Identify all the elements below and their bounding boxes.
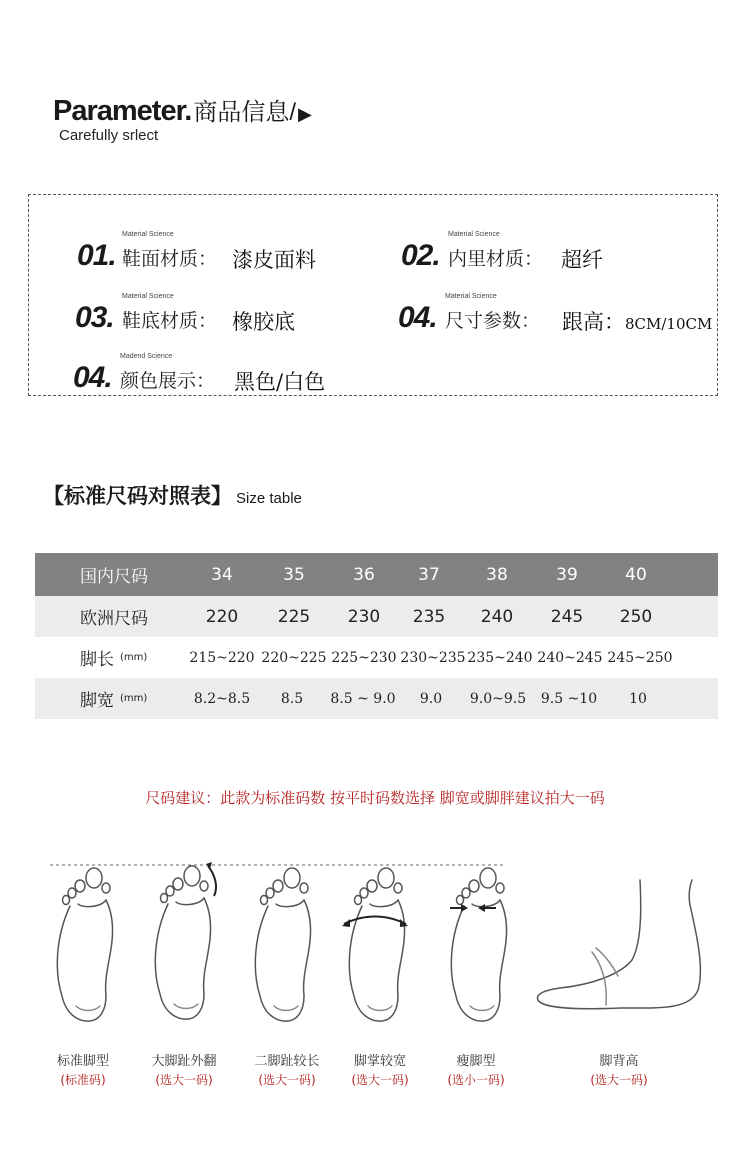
foot-advice: (选大一码): [351, 1073, 409, 1087]
param-tag: Material Science: [448, 231, 500, 238]
foot-type-illustrations: [0, 850, 750, 1150]
param-label: 鞋底材质：: [122, 310, 218, 332]
table-cell: 225: [277, 606, 311, 627]
table-cell: 8.5 ~ 9.0: [330, 690, 396, 707]
foot-long-second-toe-drawing: [255, 868, 310, 1021]
param-value: 超纤: [561, 248, 603, 272]
table-row: [35, 637, 718, 678]
foot-caption: 脚掌较宽: [353, 1054, 406, 1069]
table-cell: 8.5: [280, 690, 304, 707]
table-cell: 240~245: [537, 649, 603, 666]
table-cell: 245~250: [607, 649, 673, 666]
foot-drawings: [0, 850, 750, 1050]
title-cn: 商品信息/: [193, 99, 296, 126]
table-cell: 215~220: [189, 649, 255, 666]
param-tag: Material Science: [122, 293, 174, 300]
row-header: [35, 596, 185, 637]
table-row: [35, 553, 718, 596]
param-label: 鞋面材质：: [122, 248, 218, 270]
table-row: [35, 596, 718, 637]
table-cell: 36: [353, 564, 375, 585]
table-cell: 235~240: [467, 649, 533, 666]
row-label: 脚宽: [80, 691, 114, 711]
size-table-title: 【标准尺码对照表】: [43, 484, 232, 508]
heel-height: 8CM/10CM: [625, 315, 713, 333]
foot-caption: 大脚趾外翻: [151, 1054, 217, 1069]
table-cell: 8.2~8.5: [193, 690, 251, 707]
size-table-heading: [43, 480, 302, 510]
foot-caption: 脚背高: [599, 1054, 639, 1069]
table-cell: 9.0~9.5: [469, 690, 527, 707]
table-cell: 240: [480, 606, 514, 627]
foot-caption: 二脚趾较长: [254, 1054, 320, 1069]
row-header: [35, 678, 185, 719]
foot-advice: (选大一码): [155, 1073, 213, 1087]
row-unit: (mm): [120, 693, 148, 704]
page-subtitle: Carefully srlect: [59, 127, 159, 144]
table-cell: 230: [347, 606, 381, 627]
table-cell: 37: [418, 564, 440, 585]
size-table-title-en: Size table: [236, 490, 302, 507]
row-header: [35, 553, 185, 596]
row-label: 国内尺码: [80, 567, 148, 587]
param-number: 04.: [73, 361, 112, 394]
table-cell: 220: [205, 606, 239, 627]
play-arrow-icon: ▶: [298, 104, 312, 124]
table-cell: 34: [211, 564, 233, 585]
title-en: Parameter.: [53, 95, 192, 127]
param-value: [562, 306, 712, 336]
foot-advice: (选大一码): [590, 1073, 648, 1087]
foot-standard-drawing: [57, 868, 112, 1021]
table-cell: 35: [283, 564, 305, 585]
table-cell: 40: [625, 564, 647, 585]
heel-label: 跟高：: [562, 310, 625, 334]
table-row: [35, 678, 718, 719]
foot-bunion-drawing: [155, 862, 216, 1019]
parameter-box: [28, 194, 718, 396]
table-cell: 9.0: [419, 690, 443, 707]
table-cell: 245: [550, 606, 584, 627]
param-value: 黑色/白色: [234, 370, 326, 394]
foot-caption: 瘦脚型: [456, 1054, 496, 1069]
table-cell: 250: [619, 606, 653, 627]
param-label: 尺寸参数：: [445, 310, 541, 332]
row-label: 欧洲尺码: [80, 609, 148, 629]
param-number: 03.: [75, 301, 114, 334]
param-label: 颜色展示：: [120, 370, 216, 392]
foot-high-instep-drawing: [537, 880, 700, 1009]
table-cell: 39: [556, 564, 578, 585]
param-tag: Material Science: [445, 293, 497, 300]
table-cell: 10: [629, 690, 647, 707]
table-cell: 235: [412, 606, 446, 627]
foot-advice: (选大一码): [258, 1073, 316, 1087]
param-tag: Madend Science: [120, 353, 173, 360]
param-value: 橡胶底: [232, 310, 295, 334]
param-number: 01.: [77, 239, 116, 272]
param-label: 内里材质：: [448, 248, 544, 270]
table-cell: 230~235: [400, 649, 466, 666]
table-cell: 38: [486, 564, 508, 585]
param-number: 04.: [398, 301, 437, 334]
param-tag: Material Science: [122, 231, 174, 238]
row-unit: (mm): [120, 652, 148, 663]
foot-wide-drawing: [342, 868, 408, 1021]
foot-caption: 标准脚型: [56, 1054, 109, 1069]
size-advice: 尺码建议：此款为标准码数 按平时码数选择 脚宽或脚胖建议拍大一码: [145, 789, 605, 807]
row-label: 脚长: [80, 650, 114, 670]
foot-narrow-drawing: [450, 868, 507, 1021]
table-cell: 225~230: [331, 649, 397, 666]
param-number: 02.: [401, 239, 440, 272]
row-header: [35, 637, 185, 678]
table-cell: 220~225: [261, 649, 327, 666]
table-cell: 9.5 ~10: [540, 690, 598, 707]
size-table: [35, 553, 718, 719]
param-value: 漆皮面料: [232, 248, 316, 272]
page-title: [53, 92, 312, 128]
foot-advice: (标准码): [60, 1073, 106, 1087]
foot-advice: (选小一码): [447, 1073, 505, 1087]
